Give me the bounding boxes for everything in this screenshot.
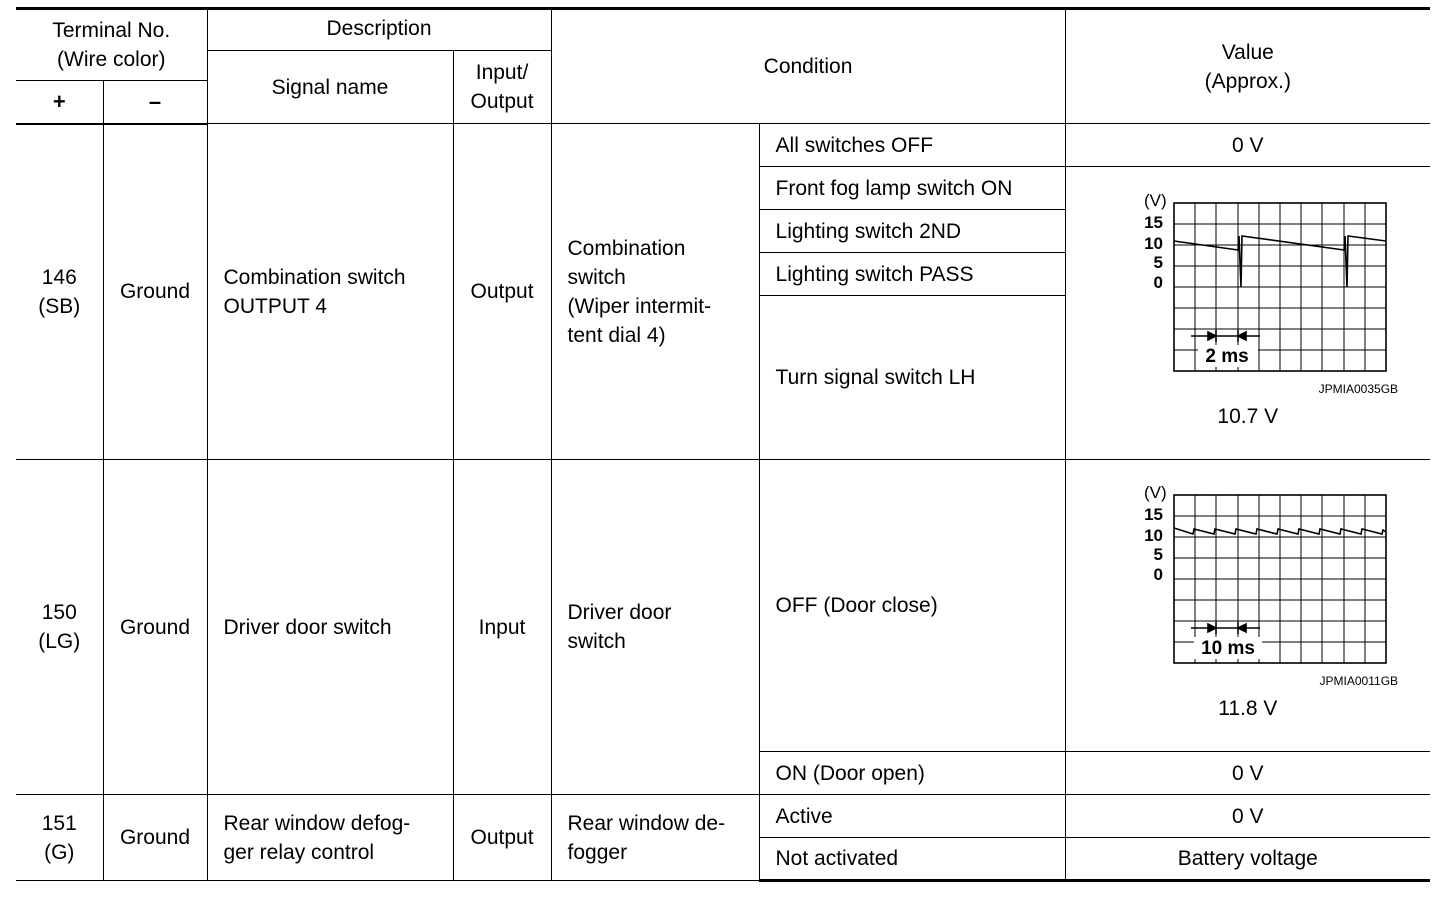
plus-header: + xyxy=(16,81,103,124)
terminal-cell: 146 (SB) xyxy=(16,124,103,460)
waveform-cell xyxy=(1065,167,1430,460)
signal-name-cell: Combination switch OUTPUT 4 xyxy=(207,124,453,460)
io-cell: Output xyxy=(453,124,551,460)
value-cell: 0 V xyxy=(1065,752,1430,795)
subcondition-cell: ON (Door open) xyxy=(759,752,1065,795)
io-cell: Input xyxy=(453,460,551,795)
ground-cell: Ground xyxy=(103,460,207,795)
waveform-tick: 0 xyxy=(1153,565,1163,584)
terminal-no-header: Terminal No. (Wire color) xyxy=(16,9,207,81)
figure-code: JPMIA0035GB xyxy=(1318,381,1399,396)
waveform-tick: 15 xyxy=(1143,212,1163,232)
input-output-header: Input/ Output xyxy=(453,51,551,124)
condition-cell: Driver door switch xyxy=(551,460,759,795)
waveform-tick: 5 xyxy=(1153,545,1163,564)
timebase-label: 10 ms xyxy=(1200,638,1255,659)
subcondition-cell: All switches OFF xyxy=(759,124,1065,167)
waveform-tick: 15 xyxy=(1143,505,1163,524)
ground-cell: Ground xyxy=(103,795,207,881)
subcondition-cell: Lighting switch PASS xyxy=(759,253,1065,296)
terminal-spec-table xyxy=(16,7,1430,882)
description-header: Description xyxy=(207,9,551,51)
waveform-chart-2ms xyxy=(1098,188,1398,382)
condition-header: Condition xyxy=(551,9,1065,124)
waveform-chart-10ms xyxy=(1098,480,1398,674)
subcondition-cell: Lighting switch 2ND xyxy=(759,210,1065,253)
timebase-marker xyxy=(1191,622,1260,634)
condition-cell: Rear window de- fogger xyxy=(551,795,759,881)
signal-name-header: Signal name xyxy=(207,51,453,124)
timebase-marker xyxy=(1191,330,1260,342)
value-cell: 0 V xyxy=(1065,795,1430,838)
waveform-tick: 10 xyxy=(1143,526,1163,545)
signal-name-cell: Driver door switch xyxy=(207,460,453,795)
waveform-value: 10.7 V xyxy=(1217,404,1279,428)
value-cell: Battery voltage xyxy=(1065,838,1430,881)
value-header: Value (Approx.) xyxy=(1065,9,1430,124)
signal-name-cell: Rear window defog- ger relay control xyxy=(207,795,453,881)
waveform-cell xyxy=(1065,460,1430,752)
subcondition-cell: Not activated xyxy=(759,838,1065,881)
terminal-cell: 151 (G) xyxy=(16,795,103,881)
subcondition-cell: Turn signal switch LH xyxy=(759,296,1065,460)
io-cell: Output xyxy=(453,795,551,881)
timebase-label: 2 ms xyxy=(1205,345,1249,367)
waveform-unit: (V) xyxy=(1143,483,1167,502)
minus-header: – xyxy=(103,81,207,124)
waveform-tick: 10 xyxy=(1143,233,1163,253)
subcondition-cell: Front fog lamp switch ON xyxy=(759,167,1065,210)
figure-code: JPMIA0011GB xyxy=(1319,674,1399,688)
condition-cell: Combination switch (Wiper intermit- tent dial 4) xyxy=(551,124,759,460)
value-cell: 0 V xyxy=(1065,124,1430,167)
waveform-value: 11.8 V xyxy=(1218,697,1278,720)
waveform-tick: 0 xyxy=(1153,272,1163,292)
waveform-unit: (V) xyxy=(1143,190,1167,210)
terminal-cell: 150 (LG) xyxy=(16,460,103,795)
subcondition-cell: Active xyxy=(759,795,1065,838)
subcondition-cell: OFF (Door close) xyxy=(759,460,1065,752)
ground-cell: Ground xyxy=(103,124,207,460)
waveform-tick: 5 xyxy=(1153,252,1163,272)
